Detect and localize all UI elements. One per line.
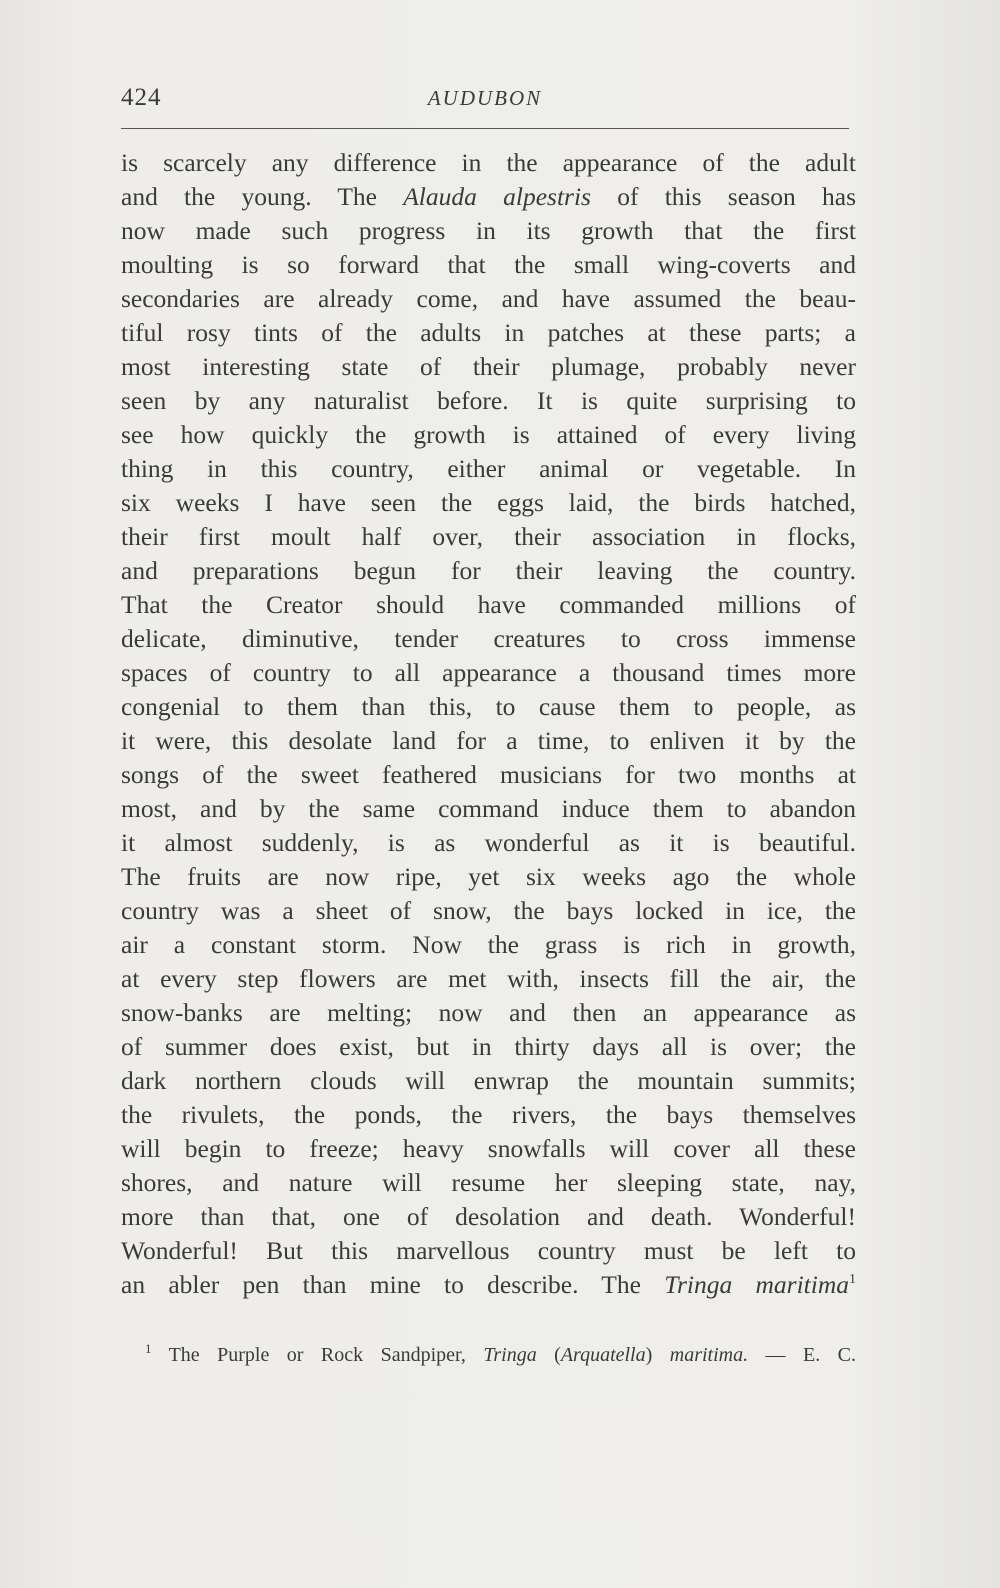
text-line: shores, and nature will resume her sleeping state, nay, <box>121 1168 856 1197</box>
footnote-reference[interactable]: 1 <box>849 1272 856 1287</box>
text-line: more than that, one of desolation and death. Wonderful! <box>121 1202 856 1231</box>
text-line: air a constant storm. Now the grass is rich in growth, <box>121 930 856 959</box>
footnote: $^1$ The Purple or Rock Sandpiper, Tringa (Arquatella) maritima. — E. C. <box>145 1341 857 1366</box>
text-line: Wonderful! But this marvellous country must be left to <box>121 1236 856 1265</box>
text-line: an abler pen than mine to describe. The Tringa maritima$^1$ <box>121 1270 856 1299</box>
page-number: 424 <box>121 84 162 111</box>
text-line: That the Creator should have commanded millions of <box>121 590 856 619</box>
species-name: Tringa maritima <box>664 1270 849 1299</box>
text-line: of summer does exist, but in thirty days all is over; the <box>121 1032 856 1061</box>
text-line: and the young. The Alauda alpestris of this season has <box>121 182 856 211</box>
text-line: six weeks I have seen the eggs laid, the birds hatched, <box>121 488 856 517</box>
text-line: The fruits are now ripe, yet six weeks ago the whole <box>121 862 856 891</box>
text-line: congenial to them than this, to cause them to people, as <box>121 692 856 721</box>
text-line: most interesting state of their plumage, probably never <box>121 352 856 381</box>
text-line: it were, this desolate land for a time, to enliven it by the <box>121 726 856 755</box>
text-line: delicate, diminutive, tender creatures to cross immense <box>121 624 856 653</box>
text-line: moulting is so forward that the small wing-coverts and <box>121 250 856 279</box>
text-line: thing in this country, either animal or vegetable. In <box>121 454 856 483</box>
header-rule <box>121 128 849 129</box>
text-line: it almost suddenly, is as wonderful as it is beautiful. <box>121 828 856 857</box>
text-line: and preparations begun for their leaving the country. <box>121 556 856 585</box>
text-line: see how quickly the growth is attained of every living <box>121 420 856 449</box>
text-line: snow-banks are melting; now and then an appearance as <box>121 998 856 1027</box>
body-text <box>121 146 856 1302</box>
text-line: songs of the sweet feathered musicians for two months at <box>121 760 856 789</box>
running-head: AUDUBON <box>427 86 543 110</box>
text-line: dark northern clouds will enwrap the mountain summits; <box>121 1066 856 1095</box>
text-line: will begin to freeze; heavy snowfalls will cover all these <box>121 1134 856 1163</box>
text-line: secondaries are already come, and have assumed the beau- <box>121 284 856 313</box>
text-line: most, and by the same command induce them to abandon <box>121 794 856 823</box>
footnote-marker: 1 <box>145 1341 152 1356</box>
text-line: tiful rosy tints of the adults in patches at these parts; a <box>121 318 856 347</box>
species-name: Alauda alpestris <box>403 182 591 211</box>
text-line: now made such progress in its growth that the first <box>121 216 856 245</box>
text-line: seen by any naturalist before. It is quite surprising to <box>121 386 856 415</box>
text-line: at every step flowers are met with, insects fill the air, the <box>121 964 856 993</box>
text-line: their first moult half over, their association in flocks, <box>121 522 856 551</box>
text-line: country was a sheet of snow, the bays locked in ice, the <box>121 896 856 925</box>
page-header <box>121 80 849 116</box>
text-line: spaces of country to all appearance a thousand times more <box>121 658 856 687</box>
text-line: is scarcely any difference in the appearance of the adult <box>121 148 856 177</box>
text-line: the rivulets, the ponds, the rivers, the bays themselves <box>121 1100 856 1129</box>
